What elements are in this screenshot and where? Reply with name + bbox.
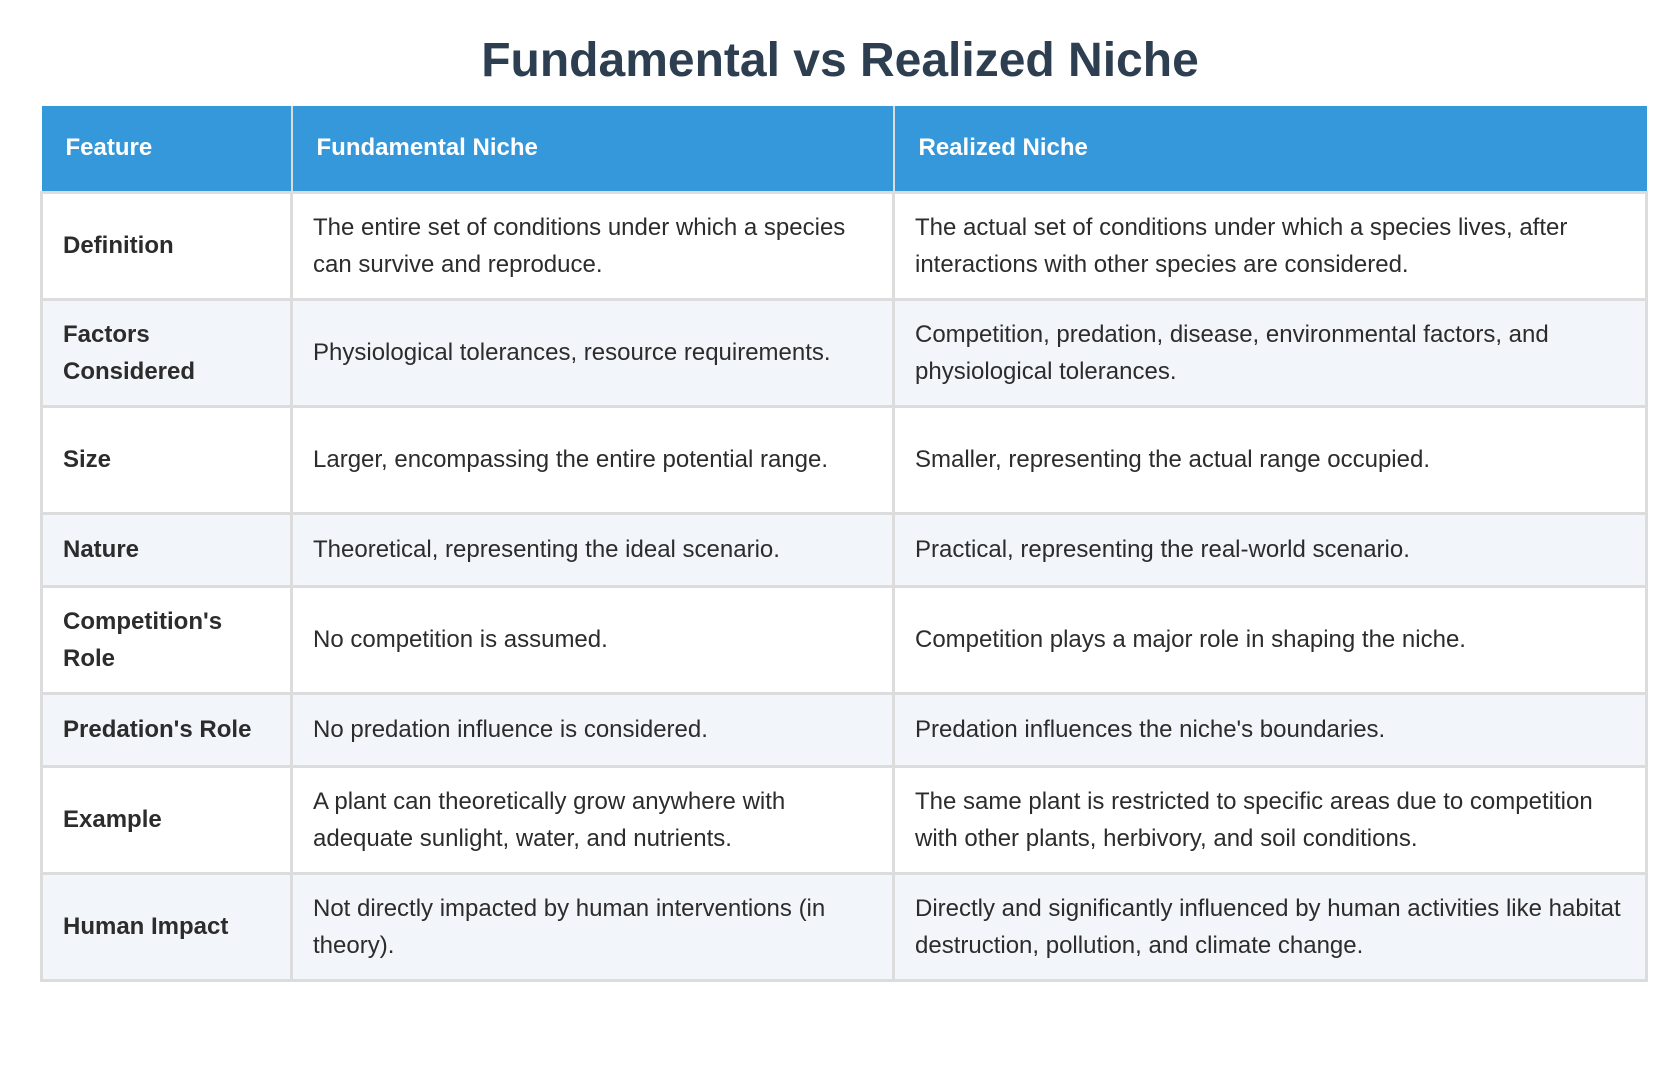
realized-cell: Practical, representing the real-world scenario. — [894, 513, 1647, 586]
fundamental-cell: A plant can theoretically grow anywhere with adequate sunlight, water, and nutrients. — [292, 766, 894, 873]
page-title: Fundamental vs Realized Niche — [481, 34, 1199, 87]
feature-cell: Competition's Role — [42, 586, 292, 693]
table-row — [42, 693, 1647, 766]
realized-cell: The actual set of conditions under which a species lives, after interactions with other species are considered. — [894, 192, 1647, 299]
table-row — [42, 766, 1647, 873]
realized-cell: Predation influences the niche's boundaries. — [894, 693, 1647, 766]
realized-cell: Competition, predation, disease, environmental factors, and physiological tolerances. — [894, 299, 1647, 406]
fundamental-cell: The entire set of conditions under which a species can survive and reproduce. — [292, 192, 894, 299]
header-fundamental-niche: Fundamental Niche — [292, 106, 894, 192]
comparison-table — [40, 106, 1648, 982]
table-row — [42, 192, 1647, 299]
fundamental-cell: No predation influence is considered. — [292, 693, 894, 766]
header-realized-niche: Realized Niche — [894, 106, 1647, 192]
fundamental-cell: Theoretical, representing the ideal scenario. — [292, 513, 894, 586]
feature-cell: Factors Considered — [42, 299, 292, 406]
feature-cell: Predation's Role — [42, 693, 292, 766]
realized-cell: The same plant is restricted to specific areas due to competition with other plants, herbivory, and soil conditions. — [894, 766, 1647, 873]
realized-cell: Competition plays a major role in shaping the niche. — [894, 586, 1647, 693]
header-feature: Feature — [42, 106, 292, 192]
realized-cell: Directly and significantly influenced by human activities like habitat destruction, pollution, and climate change. — [894, 873, 1647, 980]
table-row — [42, 299, 1647, 406]
table-row — [42, 513, 1647, 586]
feature-cell: Definition — [42, 192, 292, 299]
realized-cell: Smaller, representing the actual range occupied. — [894, 406, 1647, 513]
fundamental-cell: Physiological tolerances, resource requirements. — [292, 299, 894, 406]
table-row — [42, 406, 1647, 513]
feature-cell: Example — [42, 766, 292, 873]
feature-cell: Nature — [42, 513, 292, 586]
fundamental-cell: Larger, encompassing the entire potential range. — [292, 406, 894, 513]
table-row — [42, 873, 1647, 980]
feature-cell: Human Impact — [42, 873, 292, 980]
feature-cell: Size — [42, 406, 292, 513]
table-header-row — [42, 106, 1647, 192]
table-row — [42, 586, 1647, 693]
fundamental-cell: Not directly impacted by human interventions (in theory). — [292, 873, 894, 980]
fundamental-cell: No competition is assumed. — [292, 586, 894, 693]
